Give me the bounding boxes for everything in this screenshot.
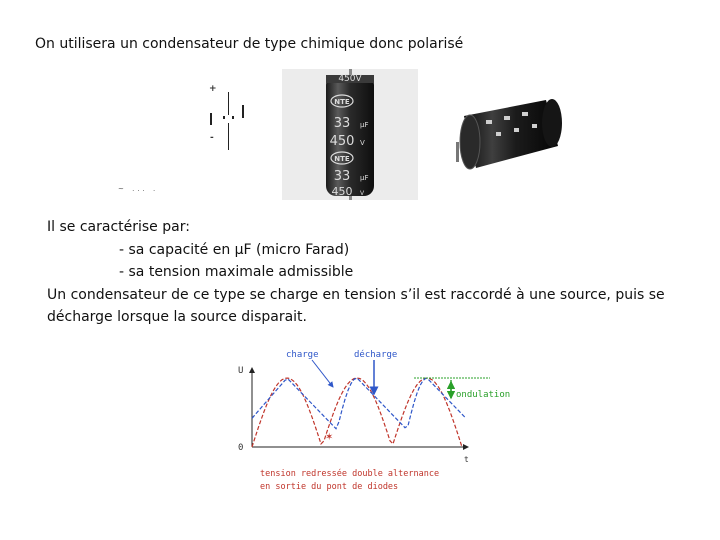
caption-line-1: tension redressée double alternance <box>260 469 440 479</box>
capacitance-marking: 33 <box>333 169 351 184</box>
y-axis-label: U <box>238 366 244 376</box>
minus-sign: - <box>210 133 214 143</box>
symbol-dot <box>232 116 234 119</box>
characteristic-capacitance: - sa capacité en µF (micro Farad) <box>119 241 350 258</box>
symbol-plate-right <box>242 105 244 118</box>
top-voltage-marking: 450V <box>338 74 362 84</box>
voltage-unit-marking: V <box>360 139 365 147</box>
voltage-marking: 450 <box>329 134 355 149</box>
symbol-caption-fragment: ~ ... . <box>118 185 159 193</box>
brand-logo-text: NTE <box>334 98 350 106</box>
capacitance-marking: 33 <box>333 116 351 131</box>
intro-text: On utilisera un condensateur de type chimique donc polarisé <box>35 36 464 52</box>
origin-label: 0 <box>238 443 244 453</box>
brand-logo-text: NTE <box>334 155 350 163</box>
axial-capacitor-photo <box>282 69 418 200</box>
voltage-unit-marking: V <box>360 190 365 197</box>
capacitance-unit-marking: μF <box>360 121 369 129</box>
characteristic-max-voltage: - sa tension maximale admissible <box>119 264 354 280</box>
rectified-voltage-chart <box>232 342 524 498</box>
diode-marker: ✶ <box>325 432 334 443</box>
snap-in-capacitor-photo <box>446 86 566 190</box>
charge-arrow <box>312 360 333 387</box>
symbol-plate-left <box>210 113 212 125</box>
smoothed-voltage-curve <box>252 378 465 429</box>
plus-sign: + <box>209 84 217 94</box>
x-axis-label: t <box>464 455 469 464</box>
voltage-marking: 450 <box>331 185 353 198</box>
characteristics-section <box>47 216 697 329</box>
caption-line-2: en sortie du pont de diodes <box>260 482 399 492</box>
ondulation-label: ondulation <box>456 390 511 400</box>
symbol-lead-bottom <box>228 123 229 150</box>
rectified-voltage-curve <box>252 378 462 447</box>
characteristics-heading: Il se caractérise par: <box>47 219 190 235</box>
charge-discharge-paragraph: Un condensateur de ce type se charge en tension s’il est raccordé à une source, puis se décharge lorsque la source disparait. <box>47 286 665 325</box>
symbol-dot <box>223 116 225 119</box>
charge-label: charge <box>286 350 319 360</box>
polarized-capacitor-symbol <box>202 80 262 190</box>
decharge-label: décharge <box>354 350 398 360</box>
symbol-lead-top <box>228 92 229 115</box>
capacitance-unit-marking: μF <box>360 174 369 182</box>
